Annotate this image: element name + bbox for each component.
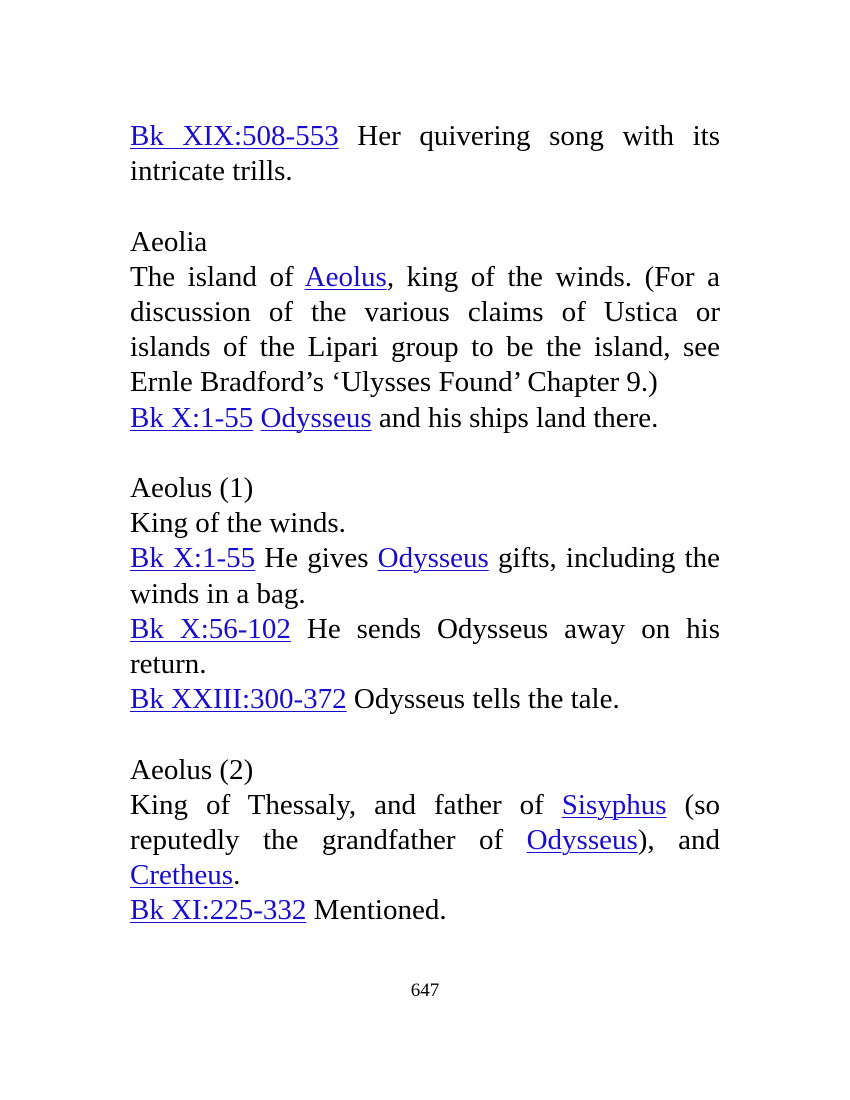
reference-link[interactable]: Bk XXIII:300-372: [130, 683, 347, 716]
reference-link[interactable]: Bk X:1-55: [130, 542, 256, 575]
entry-paragraph: [130, 471, 720, 506]
entry-paragraph: [130, 893, 720, 928]
entry-gap: [130, 189, 720, 224]
page-text: [130, 119, 720, 929]
entry-text: Aeolus (1): [130, 472, 254, 504]
entry-text: Aeolus (2): [130, 753, 254, 786]
page-number: 647: [410, 980, 440, 1001]
entry-text: (so reputedly the grandfather of: [130, 788, 720, 857]
glossary-entry: [130, 225, 720, 436]
entry-paragraph: [130, 506, 720, 541]
reference-link[interactable]: Odysseus: [377, 542, 489, 575]
entry-text: He gives: [255, 542, 378, 575]
reference-link[interactable]: Bk XIX:508-553: [130, 120, 339, 152]
entry-paragraph: [130, 682, 720, 717]
entry-gap: [130, 436, 720, 471]
glossary-entry: [130, 471, 720, 717]
entry-paragraph: [130, 260, 720, 401]
reference-link[interactable]: Cretheus: [130, 859, 234, 892]
entry-text: King of the winds.: [130, 507, 346, 540]
entry-text: The island of: [130, 260, 305, 293]
entry-text: .: [233, 859, 241, 892]
entry-paragraph: [130, 225, 720, 260]
reference-link[interactable]: Sisyphus: [561, 788, 667, 821]
entry-paragraph: [130, 612, 720, 682]
glossary-entry: [130, 119, 720, 189]
entry-text: gifts, including the winds in a bag.: [130, 542, 721, 610]
entry-text: Mentioned.: [306, 894, 447, 927]
reference-link[interactable]: Aeolus: [304, 260, 387, 293]
entry-paragraph: [130, 788, 720, 894]
entry-text: and his ships land there.: [371, 401, 659, 434]
entry-text: King of Thessaly, and father of: [130, 788, 562, 821]
entry-paragraph: [130, 541, 720, 611]
entry-text: Her quivering song with its intricate trills.: [130, 120, 721, 188]
reference-link[interactable]: Odysseus: [260, 401, 372, 434]
entry-paragraph: [130, 401, 720, 436]
entry-text: , king of the winds. (For a discussion of the various claims of Ustica or islands of the Lipari group to be the island, see Ernle Bradford’s ‘Ulysses Found’ Chapter 9.): [130, 260, 720, 399]
reference-link[interactable]: Bk XI:225-332: [130, 894, 307, 927]
glossary-entry: [130, 753, 720, 929]
entry-paragraph: [130, 753, 720, 788]
entry-gap: [130, 717, 720, 752]
entry-text: Aeolia: [130, 225, 208, 258]
entry-text: He sends Odysseus away on his return.: [130, 612, 720, 681]
entry-text: ), and: [637, 824, 721, 857]
entry-text: [253, 402, 260, 434]
reference-link[interactable]: Bk X:1-55: [130, 401, 254, 434]
entry-text: Odysseus tells the tale.: [346, 683, 620, 716]
entry-paragraph: [130, 119, 720, 189]
reference-link[interactable]: Bk X:56-102: [130, 612, 291, 645]
reference-link[interactable]: Odysseus: [526, 824, 638, 857]
